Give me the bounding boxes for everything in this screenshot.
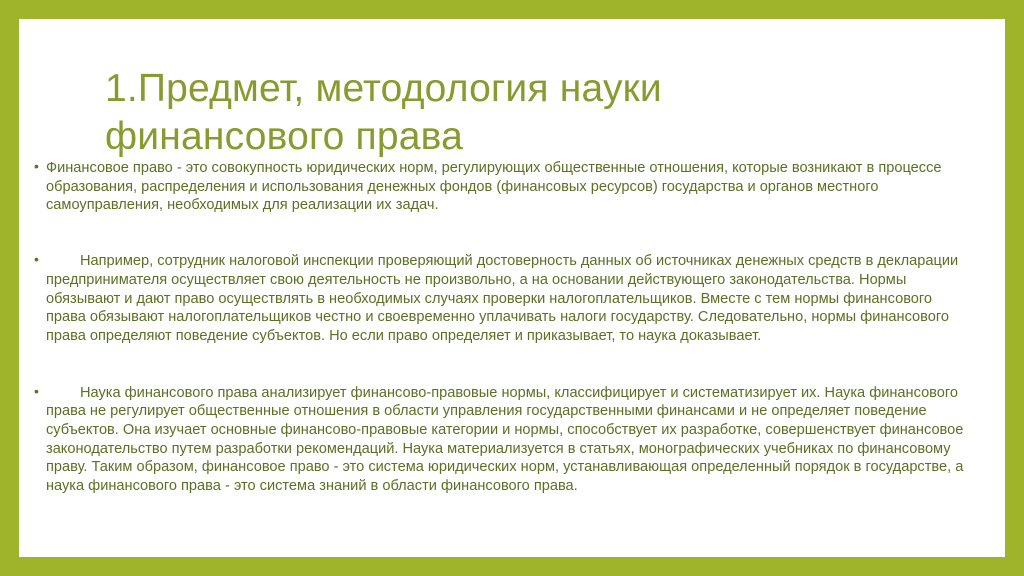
paragraph-2-text: Например, сотрудник налоговой инспекции проверяющий достоверность данных об источниках денежных средств в декларации предпринимателя осуществляет свою деятельность не произвольно, а на основании действующего законодательства. Нормы обязывают и дают право осуществлять в необходимых случаях проверки налогоплательщиков. Вместе с тем нормы финансового права обязывают налогоплательщиков честно и своевременно уплачивать налоги государству. Следовательно, нормы финансового права определяют поведение субъектов. Но если право определяет и приказывает, то наука доказывает.: [46, 253, 959, 344]
bullet-paragraph-1: [34, 159, 964, 215]
paragraph-1-text: Финансовое право - это совокупность юридических норм, регулирующих общественные отношения, которые возникают в процессе образования, распределения и использования денежных фондов (финансовых ресурсов) государства и органов местного самоуправления, необходимых для реализации их задач.: [46, 160, 942, 214]
slide-title-line-1: 1.Предмет, методология науки: [105, 67, 662, 110]
slide-title: [105, 65, 905, 161]
slide-content: [34, 159, 964, 496]
bullet-icon: •: [34, 158, 39, 174]
bullet-paragraph-2: [34, 252, 964, 346]
bullet-icon: •: [34, 251, 39, 268]
bullet-icon: •: [34, 382, 39, 399]
slide: [19, 19, 1005, 557]
slide-title-line-2: финансового права: [105, 115, 463, 158]
paragraph-3-text: Наука финансового права анализирует финансово-правовые нормы, классифицирует и систематизирует их. Наука финансового права не регулирует общественные отношения в области управления государственными финансами и не определяет поведение субъектов. Она изучает основные финансово-правовые категории и нормы, способствует их разработке, совершенствует финансовое законодательство путем разработки рекомендаций. Наука материализуется в статьях, монографических учебниках по финансовому праву. Таким образом, финансовое право - это система юридических норм, устанавливающая определенный порядок в государстве, а наука финансового права - это система знаний в области финансового права.: [46, 384, 964, 495]
bullet-paragraph-3: [34, 384, 964, 496]
